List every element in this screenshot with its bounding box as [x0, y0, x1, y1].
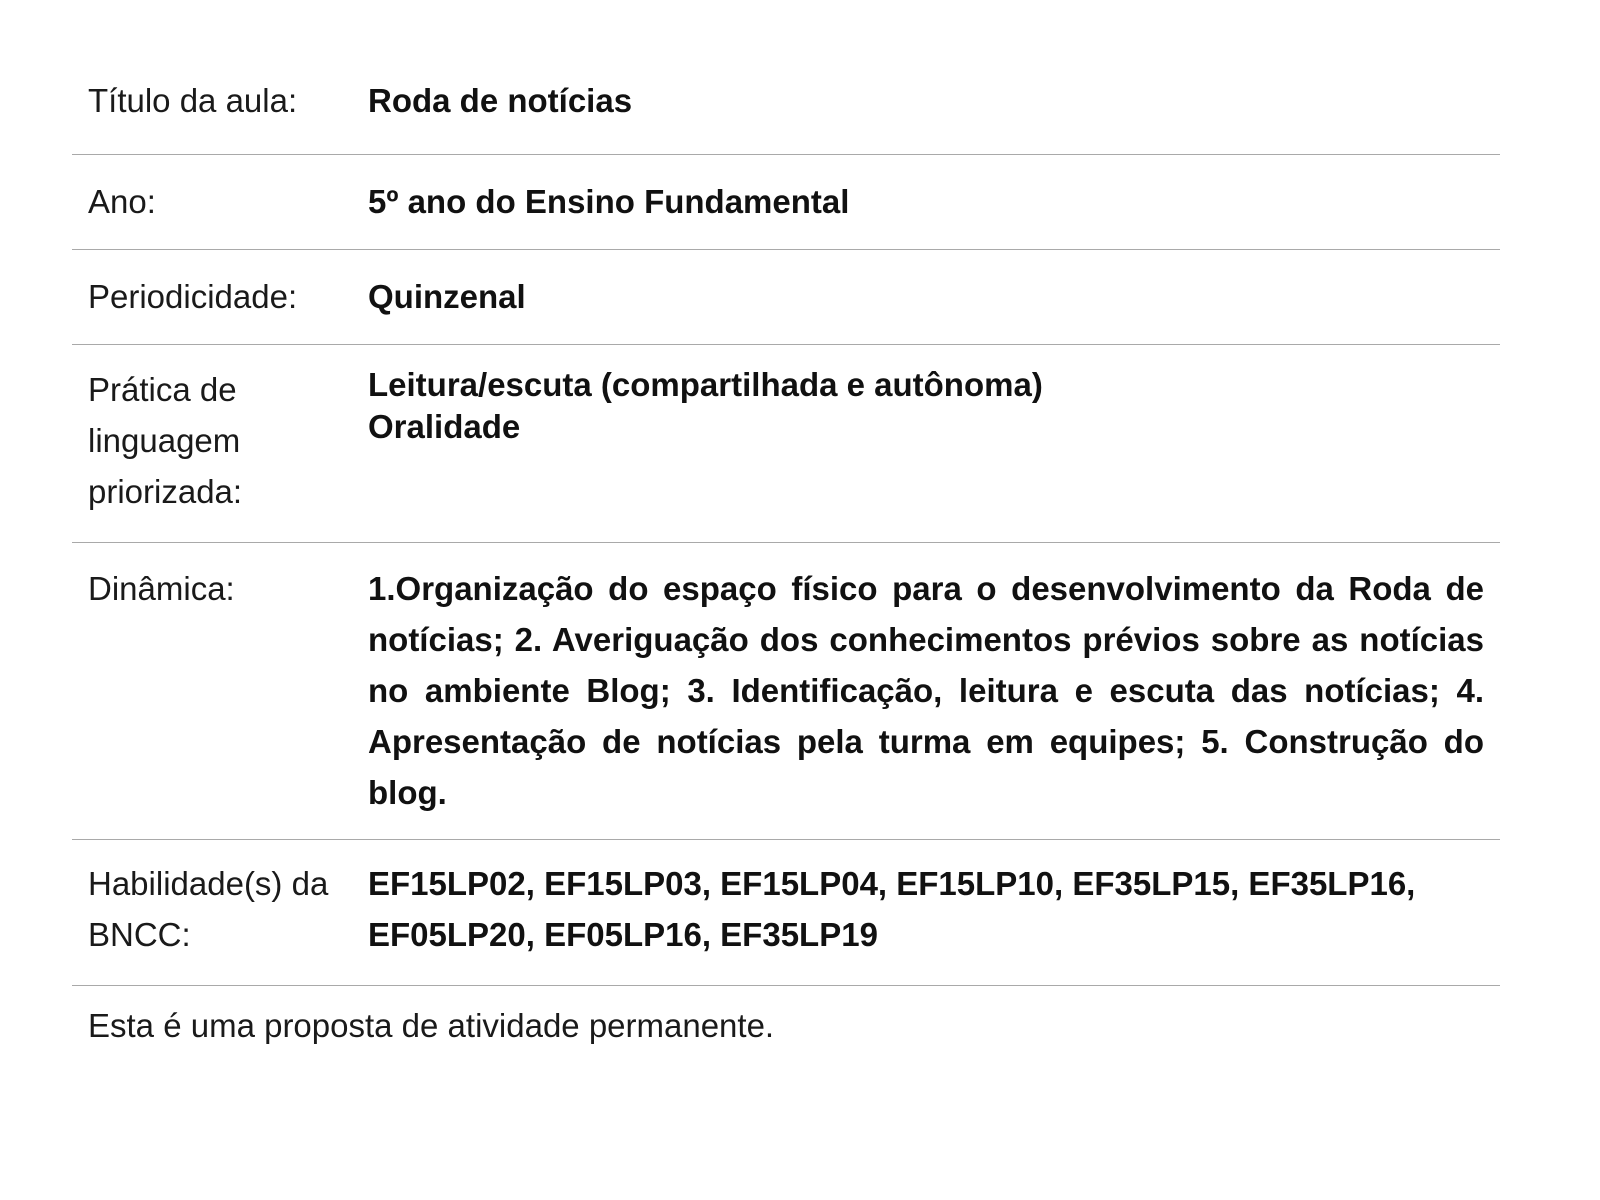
dynamics-label: Dinâmica:	[88, 570, 235, 607]
row-bncc-skills	[72, 840, 1500, 986]
row-language-practice	[72, 345, 1500, 543]
language-practice-line-2: Oralidade	[368, 408, 521, 445]
language-practice-line-1: Leitura/escuta (compartilhada e autônoma)	[368, 366, 1043, 403]
year-label: Ano:	[88, 183, 156, 220]
lesson-plan-table	[72, 0, 1500, 1051]
periodicity-label: Periodicidade:	[88, 278, 298, 315]
bncc-skills-value: EF15LP02, EF15LP03, EF15LP04, EF15LP10, EF35LP15, EF35LP16, EF05LP20, EF05LP16, EF35LP19	[368, 865, 1416, 953]
lesson-title-value: Roda de notícias	[368, 82, 633, 119]
lesson-title-label: Título da aula:	[88, 82, 298, 119]
row-periodicity	[72, 250, 1500, 345]
language-practice-label: Prática de linguagem priorizada:	[88, 371, 243, 510]
row-dynamics	[72, 543, 1500, 840]
row-lesson-title	[72, 0, 1500, 155]
periodicity-value: Quinzenal	[368, 278, 526, 315]
year-value: 5º ano do Ensino Fundamental	[368, 183, 850, 220]
language-practice-value	[368, 364, 1500, 542]
permanent-activity-note: Esta é uma proposta de atividade permanente.	[88, 1007, 775, 1044]
row-year	[72, 155, 1500, 250]
dynamics-value: 1.Organização do espaço físico para o desenvolvimento da Roda de notícias; 2. Averiguação dos conhecimentos prévios sobre as notícias no ambiente Blog; 3. Identificação, leitura e escuta das notícias; 4. Apresentação de notícias pela turma em equipes; 5. Construção do blog.	[368, 570, 1484, 811]
bncc-skills-label: Habilidade(s) da BNCC:	[88, 865, 329, 953]
